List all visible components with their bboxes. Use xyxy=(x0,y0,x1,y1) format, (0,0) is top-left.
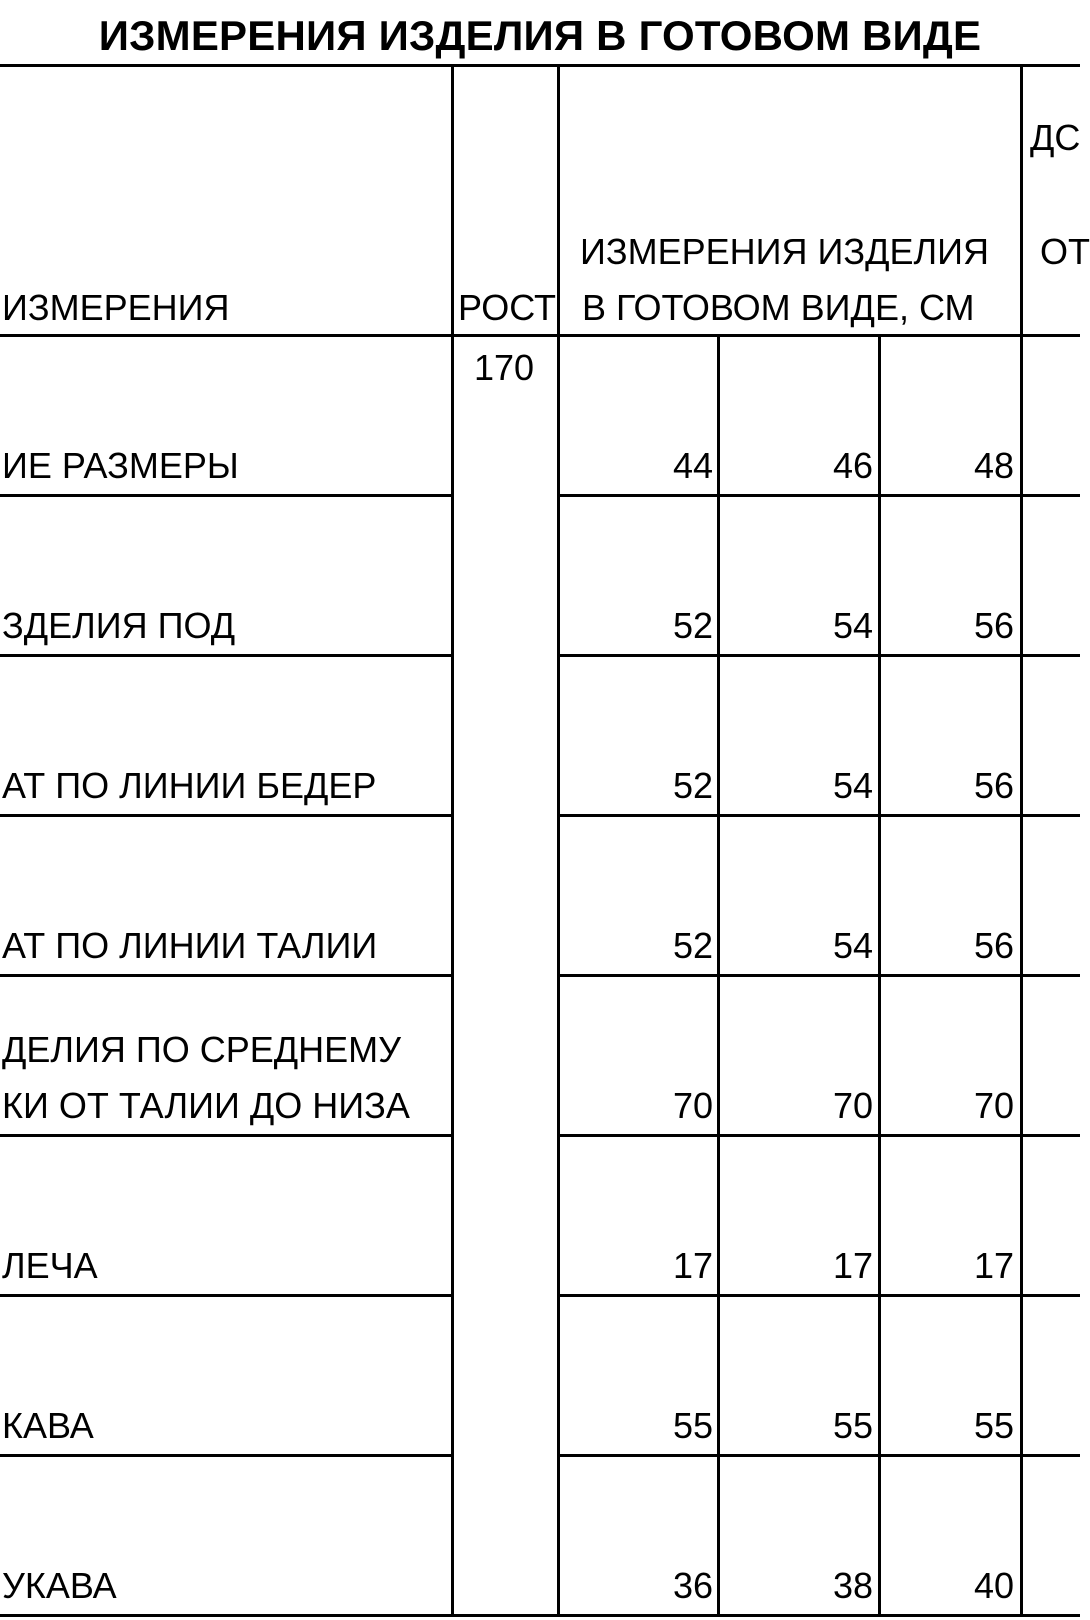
size-value: 70 xyxy=(672,1085,713,1126)
size-value: 54 xyxy=(832,765,873,806)
size-value: 52 xyxy=(672,605,713,646)
measurement-label: АТ ПО ЛИНИИ ТАЛИИ xyxy=(2,925,378,966)
row-divider xyxy=(557,1294,1080,1297)
size-value: 46 xyxy=(832,445,873,486)
size-value: 40 xyxy=(973,1565,1014,1606)
measurement-label: АТ ПО ЛИНИИ БЕДЕР xyxy=(2,765,377,806)
size-value: 56 xyxy=(973,765,1014,806)
size-value: 36 xyxy=(672,1565,713,1606)
measurement-label: КАВА xyxy=(2,1405,94,1446)
header-height: РОСТ xyxy=(458,287,557,328)
size-value: 44 xyxy=(672,445,713,486)
header-measurement: ИЗМЕРЕНИЯ xyxy=(2,287,230,328)
measurement-label: ИЕ РАЗМЕРЫ xyxy=(2,445,239,486)
row-divider xyxy=(557,654,1080,657)
size-value: 17 xyxy=(973,1245,1014,1286)
row-divider xyxy=(0,1454,452,1457)
row-divider xyxy=(557,494,1080,497)
row-divider xyxy=(557,814,1080,817)
header-extra-line2: ОТ xyxy=(1040,231,1090,272)
header-extra-line1: ДС xyxy=(1030,117,1081,158)
row-divider xyxy=(557,1454,1080,1457)
size-value: 17 xyxy=(832,1245,873,1286)
row-divider xyxy=(0,494,452,497)
size-value: 55 xyxy=(973,1405,1014,1446)
size-value: 54 xyxy=(832,605,873,646)
header-values-line1: ИЗМЕРЕНИЯ ИЗДЕЛИЯ xyxy=(580,231,990,272)
document-title: ИЗМЕРЕНИЯ ИЗДЕЛИЯ В ГОТОВОМ ВИДЕ xyxy=(98,12,982,59)
header-bottom-border xyxy=(0,334,1080,337)
row-divider xyxy=(0,1294,452,1297)
size-value: 56 xyxy=(973,605,1014,646)
size-value: 52 xyxy=(672,925,713,966)
row-divider xyxy=(0,974,452,977)
header-values-line2: В ГОТОВОМ ВИДЕ, СМ xyxy=(582,287,975,328)
height-column-right-border xyxy=(557,64,560,1614)
height-column-left-border xyxy=(451,64,454,1614)
size-value: 52 xyxy=(672,765,713,806)
table-top-border xyxy=(0,64,1080,67)
row-divider xyxy=(0,1134,452,1137)
measurement-label: ЗДЕЛИЯ ПОД xyxy=(2,605,236,646)
row-divider xyxy=(557,974,1080,977)
size-value: 55 xyxy=(672,1405,713,1446)
height-value: 170 xyxy=(474,347,535,388)
measurement-label: ЛЕЧА xyxy=(2,1245,98,1286)
row-divider xyxy=(0,1614,1080,1617)
measurement-label: ДЕЛИЯ ПО СРЕДНЕМУ xyxy=(2,1029,402,1070)
size-value: 55 xyxy=(832,1405,873,1446)
size-value: 70 xyxy=(832,1085,873,1126)
size-value: 38 xyxy=(832,1565,873,1606)
measurement-label: КИ ОТ ТАЛИИ ДО НИЗА xyxy=(2,1085,410,1126)
size-value: 56 xyxy=(973,925,1014,966)
size-value: 17 xyxy=(672,1245,713,1286)
extra-column-left-border xyxy=(1020,64,1023,1614)
row-divider xyxy=(557,1134,1080,1137)
size-value: 54 xyxy=(832,925,873,966)
row-divider xyxy=(0,654,452,657)
size-value: 48 xyxy=(973,445,1014,486)
measurement-label: УКАВА xyxy=(2,1565,117,1606)
row-divider xyxy=(0,814,452,817)
size-value: 70 xyxy=(973,1085,1014,1126)
